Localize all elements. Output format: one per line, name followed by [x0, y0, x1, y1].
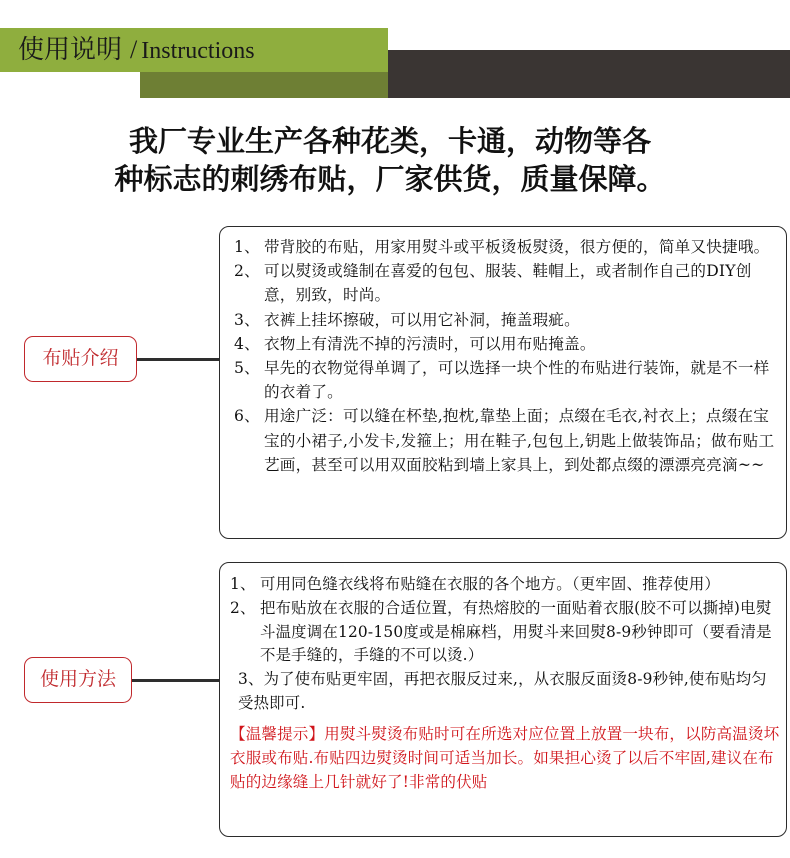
- page-title-separator: /: [130, 35, 138, 64]
- warm-tip: 【温馨提示】用熨斗熨烫布贴时可在所选对应位置上放置一块布，以防高温烫坏衣服或布贴.布贴四边熨烫时间可适当加长。如果担心烫了以后不牢固,建议在布贴的边缘缝上几针就好了!非常的伏贴: [230, 724, 780, 791]
- section-label-usage: 使用方法: [24, 657, 132, 703]
- intro-line-2: 种标志的刺绣布贴，厂家供货，质量保障。: [114, 162, 666, 196]
- section1-connector-line: [137, 358, 220, 361]
- page-title: [18, 32, 255, 68]
- section2-connector-line: [132, 679, 220, 682]
- section-label-introduction: 布贴介绍: [24, 336, 137, 382]
- header-banner-shadow: [140, 72, 388, 98]
- section1-item-5: 5、 早先的衣物觉得单调了，可以选择一块个性的布贴进行装饰，就是不一样的衣着了。: [234, 359, 770, 402]
- section2-content-box: [219, 562, 787, 837]
- section2-list: [228, 573, 780, 716]
- section2-item-1: 1、 可用同色缝衣线将布贴缝在衣服的各个地方。（更牢固、推荐使用）: [230, 575, 721, 593]
- section1-list: [234, 235, 776, 477]
- page-title-en: Instructions: [141, 38, 255, 64]
- section2-item-2: 2、 把布贴放在衣服的合适位置，有热熔胶的一面贴着衣服(胶不可以撕掉)电熨斗温度调在120-150度或是棉麻档，用熨斗来回熨8-9秒钟即可（要看清是不是手缝的，手缝的不可以烫.）: [230, 598, 772, 665]
- section1-content-box: [219, 226, 787, 539]
- section1-item-3: 3、 衣裤上挂坏擦破，可以用它补洞，掩盖瑕疵。: [234, 310, 580, 329]
- intro-text: [40, 122, 740, 198]
- intro-line-1: 我厂专业生产各种花类，卡通，动物等各: [128, 124, 651, 158]
- section2-item-3: 3、为了使布贴更牢固，再把衣服反过来,，从衣服反面烫8-9秒钟,使布贴均匀受热即可.: [238, 670, 767, 712]
- page-title-cn: 使用说明: [18, 35, 123, 65]
- section1-item-2: 2、 可以熨烫或缝制在喜爱的包包、服装、鞋帽上，或者制作自己的DIY创意，别致，时尚。: [234, 262, 752, 305]
- section1-item-4: 4、 衣物上有清洗不掉的污渍时，可以用布贴掩盖。: [234, 334, 596, 353]
- section1-item-1: 1、 带背胶的布贴，用家用熨斗或平板烫板熨烫，很方便的，简单又快捷哦。: [234, 238, 770, 256]
- section1-item-6: 6、 用途广泛：可以缝在杯垫,抱枕,靠垫上面；点缀在毛衣,衬衣上；点缀在宝宝的小裙子,小发卡,发箍上；用在鞋子,包包上,钥匙上做装饰品；做布贴工艺画，甚至可以用双面胶粘到墙上家具上，到处都点缀的漂漂亮亮滴~~: [234, 407, 775, 474]
